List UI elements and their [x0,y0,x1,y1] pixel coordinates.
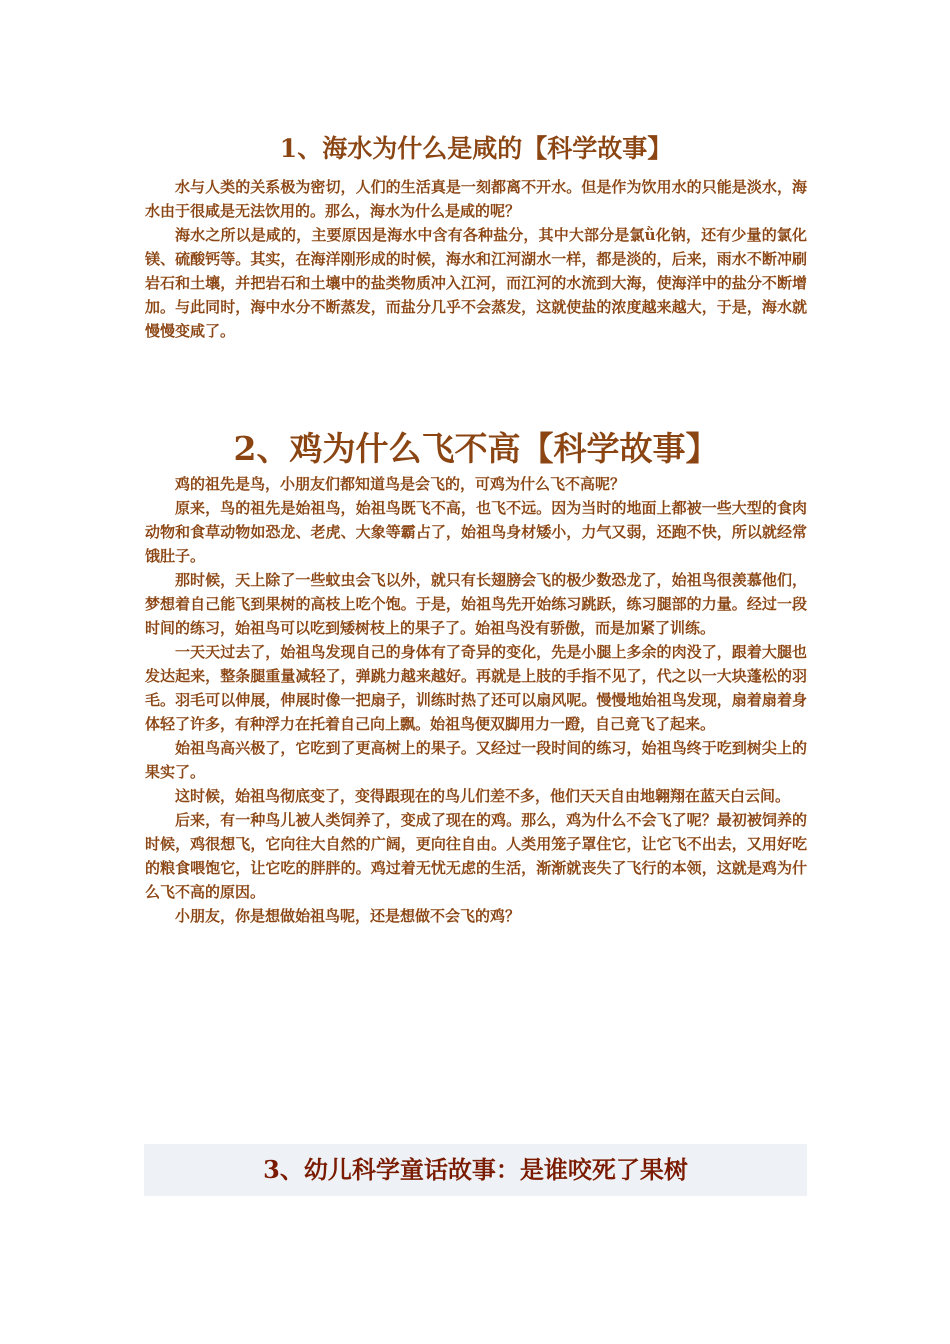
paragraph: 后来，有一种鸟儿被人类饲养了，变成了现在的鸡。那么，鸡为什么不会飞了呢？最初被饲养的时候，鸡很想飞，它向往大自然的广阔，更向往自由。人类用笼子罩住它，让它飞不出去，又用好吃的粮食喂饱它，让它吃的胖胖的。鸡过着无忧无虑的生活，渐渐就丧失了飞行的本领，这就是鸡为什么飞不高的原因。 [145,811,807,901]
section3-title: 3、幼儿科学童话故事：是谁咬死了果树 [263,1155,688,1184]
paragraph: 那时候，天上除了一些蚊虫会飞以外，就只有长翅膀会飞的极少数恐龙了，始祖鸟很羡慕他们，梦想着自己能飞到果树的高枝上吃个饱。于是，始祖鸟先开始练习跳跃，练习腿部的力量。经过一段时间的练习，始祖鸟可以吃到矮树枝上的果子了。始祖鸟没有骄傲，而是加紧了训练。 [145,571,807,637]
paragraph: 水与人类的关系极为密切，人们的生活真是一刻都离不开水。但是作为饮用水的只能是淡水，海水由于很咸是无法饮用的。那么，海水为什么是咸的呢？ [145,178,807,220]
section1-title: 1、海水为什么是咸的【科学故事】 [279,134,673,163]
section2-body [145,472,807,928]
paragraph: 鸡的祖先是鸟，小朋友们都知道鸟是会飞的，可鸡为什么飞不高呢？ [175,475,626,493]
paragraph: 这时候，始祖鸟彻底变了，变得跟现在的鸟儿们差不多，他们天天自由地翱翔在蓝天白云间。 [175,787,791,805]
paragraph: 原来，鸟的祖先是始祖鸟，始祖鸟既飞不高，也飞不远。因为当时的地面上都被一些大型的食肉动物和食草动物如恐龙、老虎、大象等霸占了，始祖鸟身材矮小，力气又弱，还跑不快，所以就经常饿肚子。 [145,499,807,565]
paragraph: 一天天过去了，始祖鸟发现自己的身体有了奇异的变化，先是小腿上多余的肉没了，跟着大腿也发达起来，整条腿重量减轻了，弹跳力越来越好。再就是上肢的手指不见了，代之以一大块蓬松的羽毛。羽毛可以伸展，伸展时像一把扇子，训练时热了还可以扇风呢。慢慢地始祖鸟发现，扇着扇着身体轻了许多，有种浮力在托着自己向上飘。始祖鸟便双脚用力一蹬，自己竟飞了起来。 [145,643,807,733]
paragraph: 始祖鸟高兴极了，它吃到了更高树上的果子。又经过一段时间的练习，始祖鸟终于吃到树尖上的果实了。 [145,739,807,781]
section2-title: 2、鸡为什么飞不高【科学故事】 [233,429,719,468]
paragraph: 小朋友，你是想做始祖鸟呢，还是想做不会飞的鸡？ [175,907,521,925]
paragraph: 海水之所以是咸的，主要原因是海水中含有各种盐分，其中大部分是氯ǜ化钠，还有少量的氯化镁、硫酸钙等。其实，在海洋刚形成的时候，海水和江河湖水一样，都是淡的，后来，雨水不断冲刷岩石和土壤，并把岩石和土壤中的盐类物质冲入江河，而江河的水流到大海，使海洋中的盐分不断增加。与此同时，海中水分不断蒸发，而盐分几乎不会蒸发，这就使盐的浓度越来越大，于是，海水就慢慢变咸了。 [145,226,807,340]
section1-body [145,175,807,343]
